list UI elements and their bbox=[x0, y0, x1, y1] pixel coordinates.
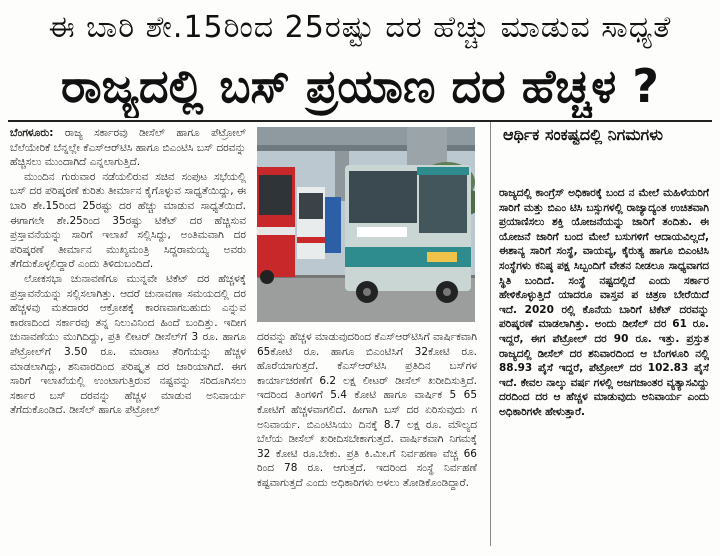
kicker-headline: ಈ ಬಾರಿ ಶೇ.15ರಿಂದ 25ರಷ್ಟು ದರ ಹೆಚ್ಚು ಮಾಡುವ ಸಾಧ್ಯತೆ bbox=[48, 10, 672, 45]
main-headline: ರಾಜ್ಯದಲ್ಲಿ ಬಸ್ ಪ್ರಯಾಣ ದರ ಹೆಚ್ಚಳ ? bbox=[61, 59, 659, 113]
sidebar-paragraph: ರಾಜ್ಯದಲ್ಲಿ ಕಾಂಗ್ರೆಸ್ ಅಧಿಕಾರಕ್ಕೆ ಬಂದ ನ ಮೇಲೆ ಮಹಿಳೆಯರಿಗೆ ಸಾರಿಗೆ ಮತ್ತು ಬಿಎಂ ಟಿಸಿ ಬಸ್ಸುಗಳಲ್ಲಿ ರಾಜ್ಯಾದ್ಯಂತ ಉಚಿತವಾಗಿ ಪ್ರಯಾಣಿಸಲು ಶಕ್ತಿ ಯೋಜನೆಯನ್ನು ಜಾರಿಗೆ ತಂದಿತು. ಈ ಯೋಜನೆ ಜಾರಿಗೆ ಬಂದ ಮೇಲೆ ಬಸುಗಳಿಗೆ ಆದಾಯವಿಲ್ಲದೆ, ಈಶಾನ್ಯ ಸಾರಿಗೆ ಸಂಸ್ಥೆ, ವಾಯವ್ಯ, ಕೈರುತ್ಯ ಹಾಗೂ ಬಿಎಂಟಿಸಿ ಸಂಸ್ಥೆಗಳು ಕನಿಷ್ಠ ಪಕ್ಷ ಸಿಬ್ಬಂದಿಗೆ ವೇತನ ನೀಡಲೂ ಸಾಧ್ಯವಾಗದ ಸ್ಥಿತಿ ಬಂದಿದೆ. ಸಂಸ್ಥೆ ನಷ್ಟದಲ್ಲಿದೆ ಎಂದು ಸರ್ಕಾರ ಹೇಳಿಕೊಳ್ಳುತ್ತಿದೆ ಯಾದರೂ ವಾಸ್ತವ ಪ ಚಿತ್ರಣ ಬೇರೆಯಿದೆ ಇದೆ. 2020 ರಲ್ಲಿ ಕೊನೆಯ ಬಾರಿಗೆ ಟಿಕೆಟ್ ದರವನ್ನು ಪರಿಷ್ಕರಣೆ ಮಾಡಲಾಗಿತ್ತು. ಅಂದು ಡೀಸೆಲ್ ದರ 61 ರೂ. ಇದ್ದರೆ, ಈಗ ಪೆಟ್ರೋಲ್ ದರ 90 ರೂ. ಇತ್ತು. ಪ್ರಸ್ತುತ ರಾಜ್ಯದಲ್ಲಿ ಡೀಸೆಲ್ ದರ ಶನಿವಾರದಿಂದ ಆ ಬೆಂಗಳೂರಿ ನಲ್ಲಿ 88.93 ಪೈಸೆ ಇದ್ದರೆ, ಪೆಟ್ರೋಲ್ ದರ 102.83 ಪೈಸೆ ಇದೆ. ಕೇವಲ ನಾಲ್ಕು ವರ್ಷ ಗಳಲ್ಲಿ ಅಜಗಜಾಂತರ ವ್ಯತ್ಯಾಸವಿದ್ದು ದರದಿಂದ ದರ ಆ ಹೆಚ್ಚಳ ಮಾಡುವುದು ಅನಿವಾರ್ಯ ಎಂದು ಅಧಿಕಾರಿಗಳೇ ಹೇಳುತ್ತಾರೆ. bbox=[499, 187, 709, 418]
article-column-2 bbox=[257, 330, 477, 546]
article-paragraph-4: ದರವನ್ನು ಹೆಚ್ಚಳ ಮಾಡುವುದರಿಂದ ಕೆಎಸ್‌ಆರ್‌ಟಿಸಿಗೆ ವಾರ್ಷಿಕವಾಗಿ 65ಕೋಟಿ ರೂ. ಹಾಗೂ ಬಿಎಂಟಿಸಿಗೆ 32ಕೋಟಿ ರೂ. ಹೊರೆಯಾಗುತ್ತದೆ. ಕೆಎಸ್‌ಆರ್‌ಟಿಸಿ ಪ್ರತಿದಿನ ಬಸ್‌ಗಳ ಕಾರ್ಯಾಚರಣೆಗೆ 6.2 ಲಕ್ಷ ಲೀಟರ್ ಡೀಸೆಲ್ ಖರೀದಿಸುತ್ತಿದೆ. ಇದರಿಂದ ತಿಂಗಳಿಗೆ 5.4 ಕೋಟಿ ಹಾಗೂ ವಾರ್ಷಿಕ 5 65 ಕೋಟಿಗೆ ಹೆಚ್ಚಳವಾಗಲಿದೆ. ಹೀಗಾಗಿ ಬಸ್ ದರ ಏರಿಸುವುದು ಗ ಅನಿವಾರ್ಯ. ಬಿಎಂಟಿಸಿಯು ದಿನಕ್ಕೆ 8.7 ಲಕ್ಷ ರೂ. ಮೌಲ್ಯದ ಬೆಲೆಯ ಡೀಸೆಲ್ ಖರೀದಿಸಬೇಕಾಗುತ್ತದೆ. ವಾರ್ಷಿಕವಾಗಿ ನಿಗಮಕ್ಕೆ 32 ಕೋಟಿ ರೂ.ಬೇಕು. ಪ್ರತಿ ಕಿ.ಮೀ.ಗೆ ನಿರ್ವಹಣಾ ವೆಚ್ಚ 66 ರಿಂದ 78 ರೂ. ಆಗುತ್ತದೆ. ಇದರಿಂದ ಸಂಸ್ಥೆ ನಿರ್ವಹಣೆ ಕಷ್ಟವಾಗುತ್ತದೆ ಎಂದು ಅಧಿಕಾರಿಗಳು ಅಳಲು ತೋಡಿಕೊಂಡಿದ್ದಾರೆ. bbox=[257, 331, 477, 489]
sidebar-body bbox=[499, 186, 709, 542]
bus-photo bbox=[257, 127, 475, 322]
article-column-1 bbox=[10, 126, 246, 550]
dateline: ಬೆಂಗಳೂರು: bbox=[10, 127, 54, 139]
article-paragraph-3: ಲೋಕಸಭಾ ಚುನಾವಣೆಗೂ ಮುನ್ನವೇ ಟಿಕೆಟ್ ದರ ಹೆಚ್ಚಳಕ್ಕೆ ಪ್ರಸ್ತಾವನೆಯನ್ನು ಸಲ್ಲಿಸಲಾಗಿತ್ತು. ಆದರೆ ಚುನಾವಣಾ ಸಮಯದಲ್ಲಿ ದರ ಹೆಚ್ಚಳವು ಮತದಾರರ ಆಕ್ರೋಶಕ್ಕೆ ಕಾರಣವಾಗಬಹುದು ಎನ್ನುವ ಕಾರಣದಿಂದ ಸರ್ಕಾರವು ತನ್ನ ನಿಲುವಿನಿಂದ ಹಿಂದೆ ಬಂದಿತ್ತು. ಇದೀಗ ಚುನಾವಣೆಯು ಮುಗಿದಿದ್ದು, ಪ್ರತಿ ಲೀಟರ್ ಡೀಸೆಲ್‌ಗೆ 3 ರೂ. ಹಾಗೂ ಪೆಟ್ರೋಲ್‌ಗೆ 3.50 ರೂ. ಮಾರಾಟ ತೆರಿಗೆಯನ್ನು ಹೆಚ್ಚಳ ಮಾಡಲಾಗಿದ್ದು, ಶನಿವಾರದಿಂದ ಪರಿಷ್ಕೃತ ದರ ಜಾರಿಯಾಗಿದೆ. ಈಗ ಸಾರಿಗೆ ಇಲಾಖೆಯಲ್ಲಿ ಉಂಟಾಗುತ್ತಿರುವ ನಷ್ಟವನ್ನು ಸರಿದೂಗಿಸಲು ಸರ್ಕಾರ ಬಸ್ ದರವನ್ನು ಹೆಚ್ಚಳ ಮಾಡುವ ಅನಿವಾರ್ಯ ತೆಗೆದುಕೊಂಡಿದೆ. ಡೀಸೆಲ್ ಹಾಗೂ ಪೆಟ್ರೋಲ್ bbox=[10, 272, 246, 417]
paragraph-1-text: ರಾಜ್ಯ ಸರ್ಕಾರವು ಡೀಸೆಲ್ ಹಾಗೂ ಪೆಟ್ರೋಲ್ ಬೆಲೆಯೇರಿಕೆ ಬೆನ್ನಲ್ಲೇ ಕೆಎಸ್ಆರ್‌ಟಿಸಿ ಹಾಗೂ ಬಿಎಂಟಿಸಿ ಬಸ್ ದರವನ್ನು ಹೆಚ್ಚಿಸಲು ಮುಂದಾಗಿದೆ ಎನ್ನಲಾಗುತ್ತಿದೆ. bbox=[10, 127, 246, 169]
sidebar-title: ಆರ್ಥಿಕ ಸಂಕಷ್ಟದಲ್ಲಿ ನಿಗಮಗಳು bbox=[503, 125, 663, 144]
sidebar-box bbox=[490, 122, 713, 546]
article-paragraph-1 bbox=[10, 126, 246, 170]
article-paragraph-2: ಮುಂದಿನ ಗುರುವಾರ ನಡೆಯಲಿರುವ ಸಚಿವ ಸಂಪುಟ ಸಭೆಯಲ್ಲಿ ಬಸ್ ದರ ಪರಿಷ್ಕರಣೆ ಕುರಿತು ತೀರ್ಮಾನ ಕೈಗೊಳ್ಳುವ ಸಾಧ್ಯತೆಯಿದ್ದು, ಈ ಬಾರಿ ಶೇ.15ರಿಂದ 25ರಷ್ಟು ದರ ಹೆಚ್ಚು ಮಾಡುವ ಸಾಧ್ಯತೆಯಿದೆ. ಈಗಾಗಲೇ ಶೇ.25ರಿಂದ 35ರಷ್ಟು ಟಿಕೆಟ್ ದರ ಹೆಚ್ಚಿಸುವ ಪ್ರಸ್ತಾವನೆಯನ್ನು ಸಾರಿಗೆ ಇಲಾಖೆ ಸಲ್ಲಿಸಿದ್ದು, ಅಂತಿಮವಾಗಿ ದರ ಪರಿಷ್ಕರಣೆ ತೀರ್ಮಾನ ಮುಖ್ಯಮಂತ್ರಿ ಸಿದ್ದರಾಮಯ್ಯ ಅವರು ತೆಗೆದುಕೊಳ್ಳಲಿದ್ದಾರೆ ಎಂದು ತಿಳಿದುಬಂದಿದೆ. bbox=[10, 170, 246, 271]
